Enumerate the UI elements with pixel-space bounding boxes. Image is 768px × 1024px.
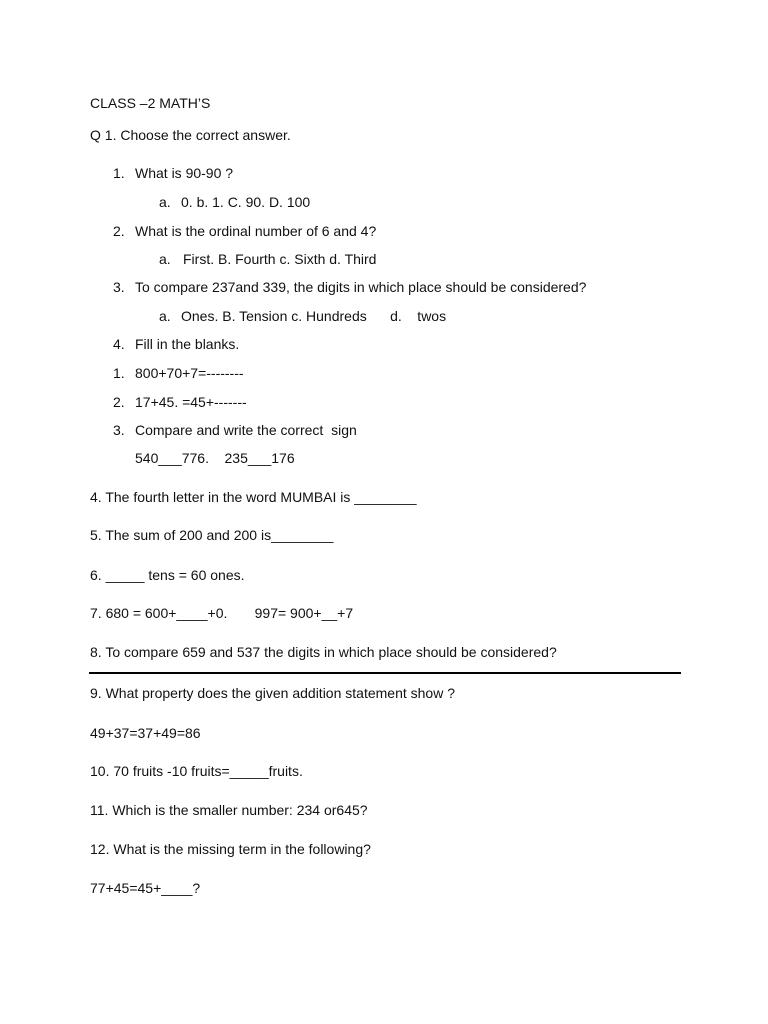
item-text: Fill in the blanks. bbox=[135, 336, 240, 352]
item-number: 3. bbox=[113, 279, 125, 295]
item-text: What is 90-90 ? bbox=[135, 165, 234, 181]
option-text: 0. b. 1. C. 90. D. 100 bbox=[181, 194, 311, 210]
question-7: 7. 680 = 600+____+0. 997= 900+__+7 bbox=[90, 605, 354, 621]
item-text: Compare and write the correct sign bbox=[135, 422, 357, 438]
question-9: 9. What property does the given addition statement show ? bbox=[90, 685, 455, 701]
question-12-expression: 77+45=45+____? bbox=[90, 880, 201, 896]
item-text: 800+70+7=-------- bbox=[135, 365, 244, 381]
item-number: 1. bbox=[113, 365, 125, 381]
question-6: 6. _____ tens = 60 ones. bbox=[90, 567, 245, 583]
horizontal-divider bbox=[89, 672, 681, 674]
question-8: 8. To compare 659 and 537 the digits in which place should be considered? bbox=[90, 644, 557, 660]
compare-line: 540___776. 235___176 bbox=[135, 450, 295, 466]
question-4: 4. The fourth letter in the word MUMBAI is ________ bbox=[90, 489, 417, 505]
question-10: 10. 70 fruits -10 fruits=_____fruits. bbox=[90, 763, 303, 779]
question-5: 5. The sum of 200 and 200 is________ bbox=[90, 527, 334, 543]
question-12: 12. What is the missing term in the following? bbox=[90, 841, 371, 857]
option-letter: a. bbox=[159, 251, 171, 267]
item-number: 2. bbox=[113, 223, 125, 239]
question-11: 11. Which is the smaller number: 234 or645? bbox=[90, 802, 368, 818]
question-1-heading: Q 1. Choose the correct answer. bbox=[90, 127, 291, 143]
item-number: 4. bbox=[113, 336, 125, 352]
option-text: Ones. B. Tension c. Hundreds d. twos bbox=[181, 308, 447, 324]
item-number: 3. bbox=[113, 422, 125, 438]
page-title: CLASS –2 MATH’S bbox=[90, 95, 211, 111]
question-9-statement: 49+37=37+49=86 bbox=[90, 725, 201, 741]
option-text: First. B. Fourth c. Sixth d. Third bbox=[183, 251, 377, 267]
item-number: 2. bbox=[113, 394, 125, 410]
item-text: 17+45. =45+------- bbox=[135, 394, 247, 410]
item-number: 1. bbox=[113, 165, 125, 181]
option-letter: a. bbox=[159, 308, 171, 324]
item-text: To compare 237and 339, the digits in which place should be considered? bbox=[135, 279, 587, 295]
option-letter: a. bbox=[159, 194, 171, 210]
item-text: What is the ordinal number of 6 and 4? bbox=[135, 223, 377, 239]
